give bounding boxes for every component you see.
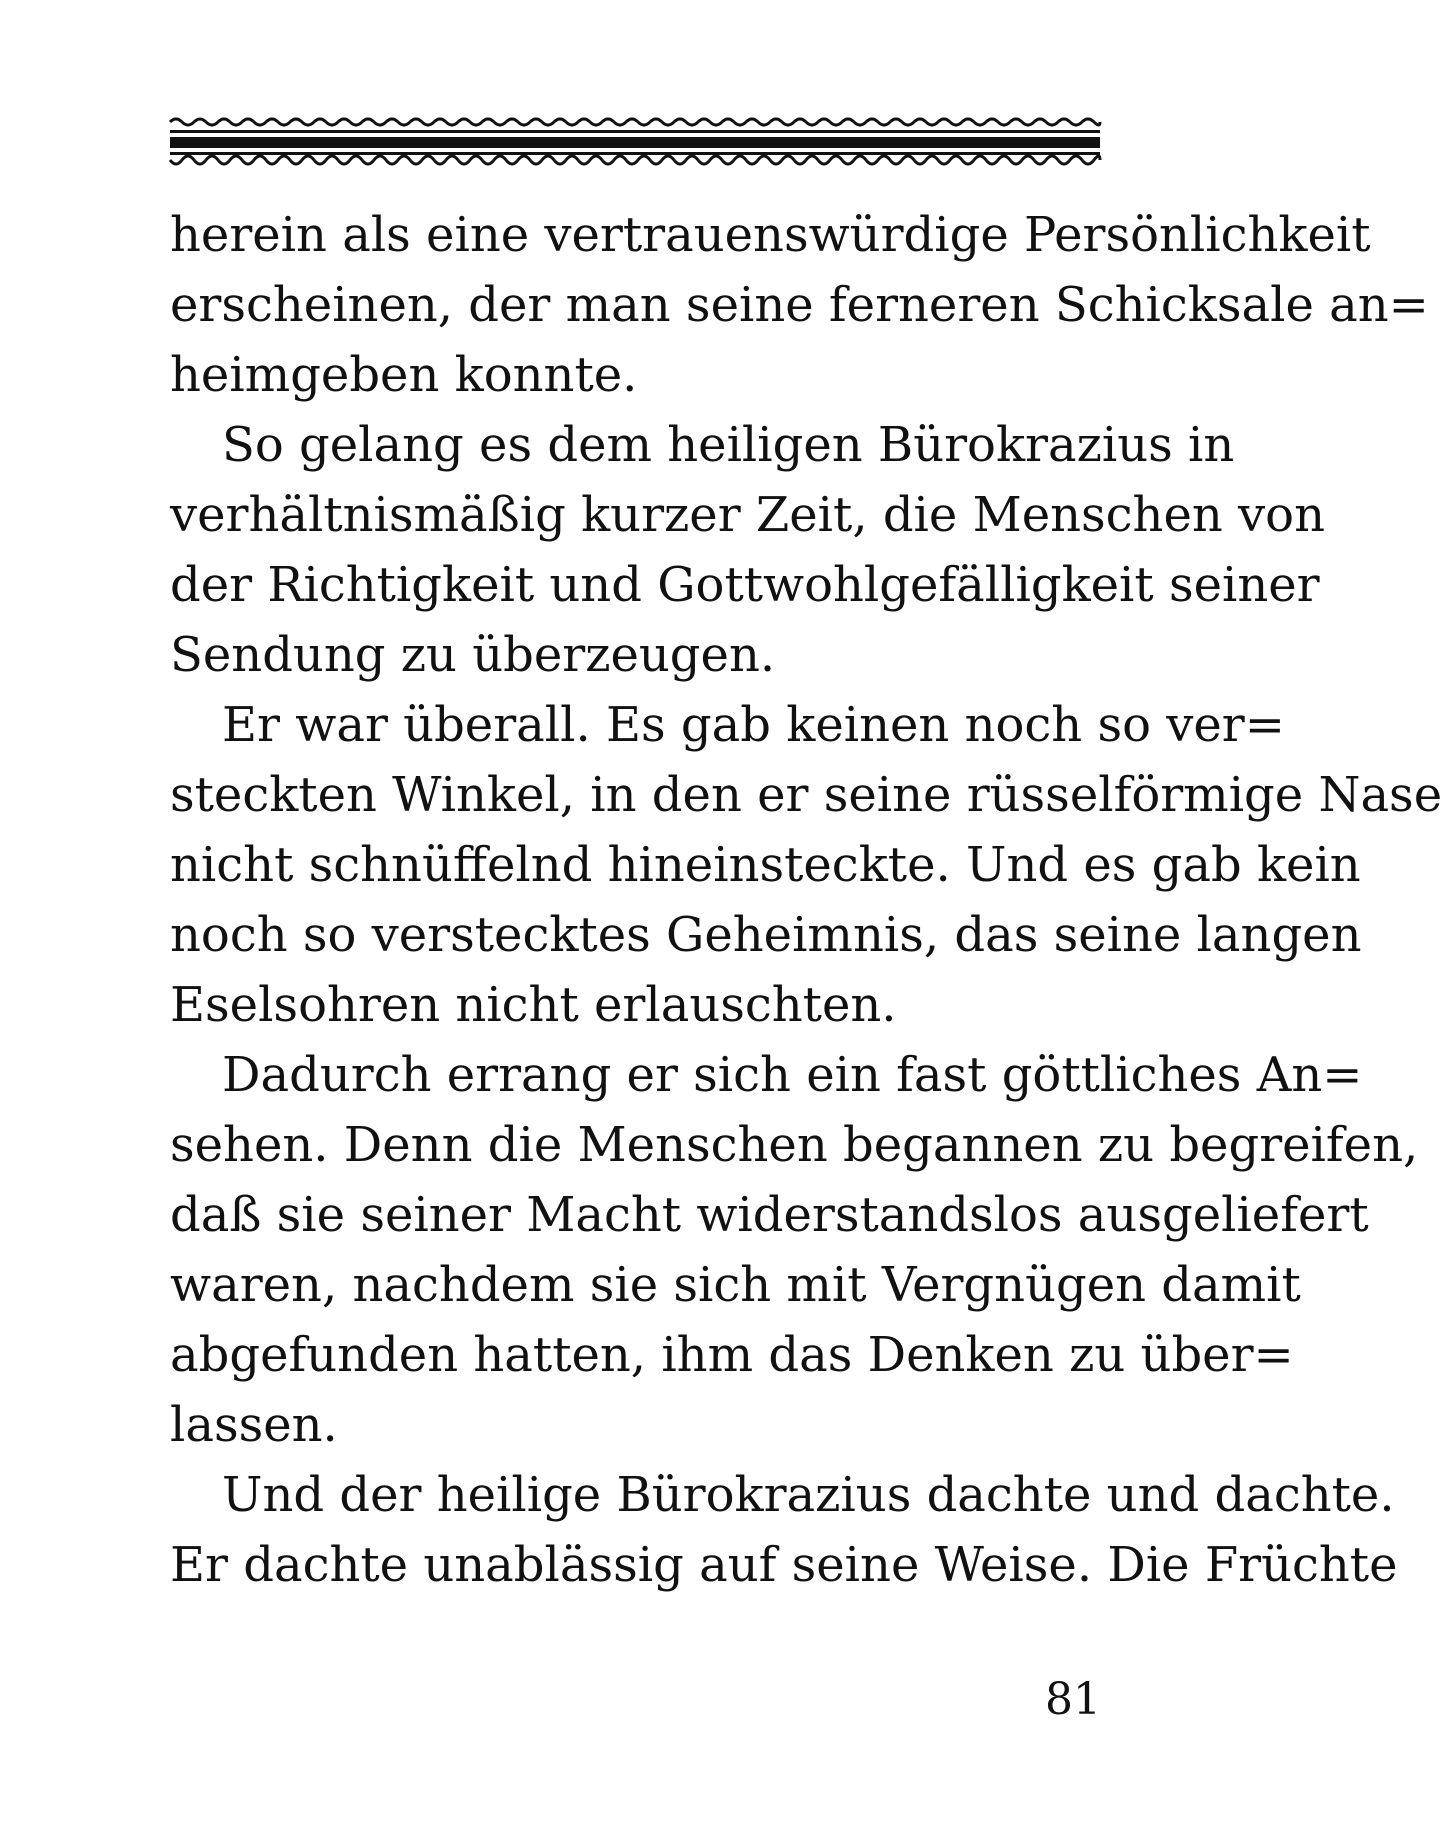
- body-text: [170, 200, 1442, 1600]
- text-line: noch so verstecktes Geheimnis, das seine langen: [170, 907, 1362, 963]
- thick-rule: [170, 137, 1100, 148]
- text-line: herein als eine vertrauenswürdige Persönlichkeit: [170, 207, 1371, 263]
- text-line: Dadurch errang er sich ein fast göttliches An=: [222, 1047, 1363, 1103]
- paragraph-4: [170, 1040, 1419, 1460]
- page-number: 81: [1045, 1674, 1101, 1725]
- decorative-header-border: [170, 116, 1100, 186]
- text-line: abgefunden hatten, ihm das Denken zu über=: [170, 1327, 1294, 1383]
- text-line: Und der heilige Bürokrazius dachte und dachte.: [222, 1467, 1395, 1523]
- text-line: steckten Winkel, in den er seine rüsselförmige Nase: [170, 767, 1442, 823]
- paragraph-5: [170, 1460, 1398, 1600]
- bottom-wave-line: [170, 156, 1100, 164]
- text-line: der Richtigkeit und Gottwohlgefälligkeit seiner: [170, 557, 1320, 613]
- paragraph-2: [170, 410, 1325, 690]
- text-line: Er war überall. Es gab keinen noch so ver=: [222, 697, 1285, 753]
- text-line: daß sie seiner Macht widerstandslos ausgeliefert: [170, 1187, 1369, 1243]
- text-line: Eselsohren nicht erlauschten.: [170, 977, 897, 1033]
- thin-rule-top: [170, 130, 1100, 133]
- text-line: Er dachte unablässig auf seine Weise. Die Früchte: [170, 1537, 1398, 1593]
- text-line: erscheinen, der man seine ferneren Schicksale an=: [170, 277, 1429, 333]
- thin-rule-bottom: [170, 152, 1100, 155]
- text-line: waren, nachdem sie sich mit Vergnügen damit: [170, 1257, 1301, 1313]
- paragraph-3: [170, 690, 1442, 1040]
- text-line: Sendung zu überzeugen.: [170, 627, 776, 683]
- text-line: nicht schnüffelnd hineinsteckte. Und es gab kein: [170, 837, 1361, 893]
- text-line: verhältnismäßig kurzer Zeit, die Menschen von: [170, 487, 1325, 543]
- text-line: lassen.: [170, 1397, 338, 1453]
- text-line: So gelang es dem heiligen Bürokrazius in: [222, 417, 1235, 473]
- text-line: heimgeben konnte.: [170, 347, 638, 403]
- top-wave-line: [170, 119, 1100, 125]
- paragraph-1: [170, 200, 1429, 410]
- text-line: sehen. Denn die Menschen begannen zu begreifen,: [170, 1117, 1419, 1173]
